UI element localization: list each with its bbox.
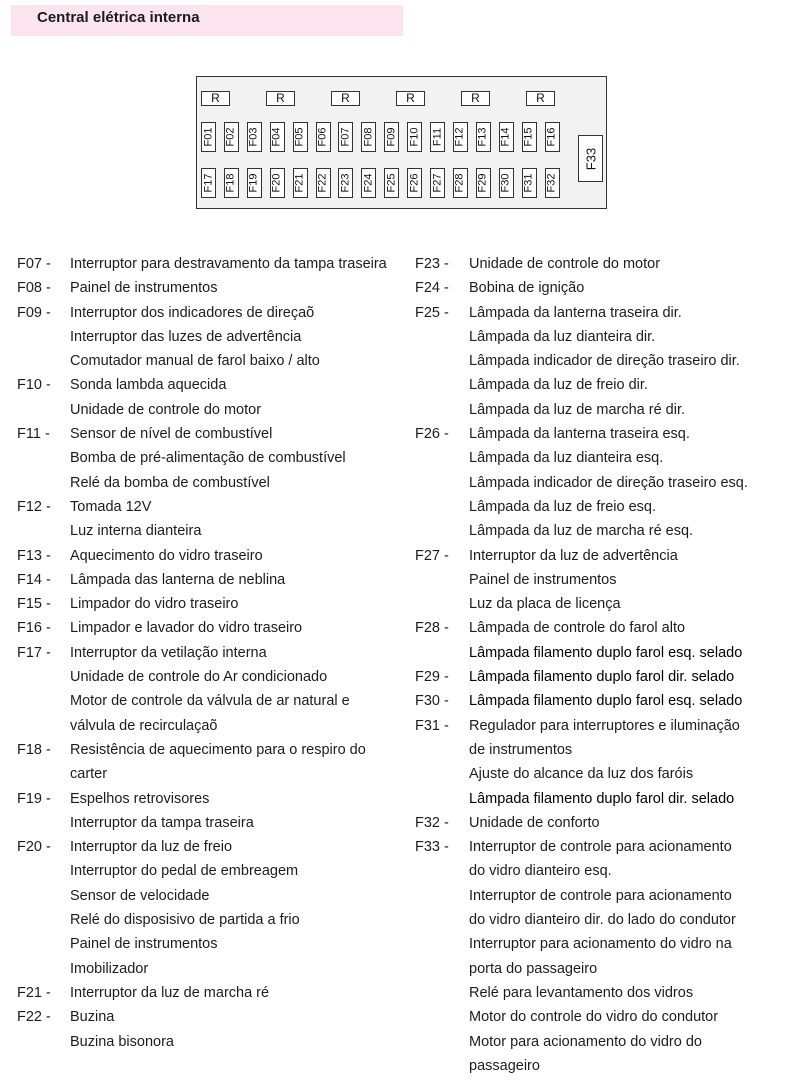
- description-line: Interruptor da luz de freio: [70, 839, 233, 856]
- fuse-code: F26 -: [415, 426, 449, 443]
- fuse-slot: [384, 122, 399, 152]
- fuse-label: F04: [270, 127, 283, 147]
- description-line: Relé para levantamento dos vidros: [469, 984, 694, 1001]
- fuse-label: F25: [385, 173, 398, 193]
- fuse-code: F22 -: [17, 1009, 51, 1026]
- description-line: Bobina de ignição: [469, 280, 585, 297]
- fuse-slot: [293, 168, 308, 198]
- description-line: Sensor de nível de combustível: [70, 426, 273, 443]
- description-line: Motor de controle da válvula de ar natural e válvula de recirculaçaõ: [70, 693, 350, 734]
- description-line: Interruptor das luzes de advertência: [70, 328, 302, 345]
- fuse-description: [70, 276, 390, 300]
- fuse-description: [70, 592, 390, 616]
- description-line: Painel de instrumentos: [70, 936, 218, 953]
- fuse-description: [70, 544, 390, 568]
- fuse-code: F23 -: [415, 256, 449, 272]
- fuse-description: [70, 641, 390, 738]
- fuse-entry: [0, 373, 400, 422]
- fuse-description: [70, 252, 390, 276]
- fuse-label: F18: [224, 173, 237, 193]
- description-line: Interruptor da luz de advertência: [469, 547, 678, 564]
- description-line: Lâmpada filamento duplo farol esq. selado: [469, 644, 743, 661]
- fuse-code: F18 -: [17, 741, 51, 758]
- description-line: Lâmpada da luz de marcha ré dir.: [469, 401, 686, 418]
- relay-slot: R: [331, 91, 360, 106]
- fuse-code: F10 -: [17, 377, 51, 394]
- fuse-code: F24 -: [415, 280, 449, 297]
- fuse-slot: [224, 168, 239, 198]
- fuse-label: F33: [583, 147, 598, 170]
- fuse-slot: [247, 122, 262, 152]
- fuse-label: F17: [202, 173, 214, 193]
- description-line: Bomba de pré-alimentação de combustível: [70, 450, 346, 467]
- description-line: Lâmpada filamento duplo farol dir. selado: [469, 669, 735, 686]
- description-line: Unidade de controle do motor: [469, 256, 661, 272]
- fuse-entry: [0, 252, 400, 276]
- relay-slot: R: [526, 91, 555, 106]
- fuse-slot: [522, 168, 537, 198]
- description-line: Interruptor para acionamento do vidro na: [469, 936, 732, 953]
- fuse-slot: [453, 168, 468, 198]
- fuse-code: F27 -: [415, 547, 449, 564]
- fuse-label: F09: [385, 127, 398, 147]
- description-line: Lâmpada da luz de freio esq.: [469, 498, 657, 515]
- description-line: Unidade de conforto: [469, 814, 600, 831]
- fuse-entry: [0, 544, 400, 568]
- fuse-description: [70, 835, 390, 981]
- fuse-label: F24: [362, 173, 375, 193]
- fuse-entry: [400, 835, 794, 1078]
- fuse-label: F26: [408, 173, 421, 193]
- description-line: Limpador do vidro traseiro: [70, 596, 239, 613]
- fuse-slot: [201, 122, 216, 152]
- description-line: Regulador para interruptores e iluminação: [469, 717, 740, 734]
- fuse-label: F15: [522, 127, 535, 147]
- header-band: [11, 5, 403, 36]
- fuse-slot: [430, 168, 445, 198]
- fuse-slot: [270, 122, 285, 152]
- fuse-label: F29: [476, 173, 489, 193]
- description-line: do vidro dianteiro dir. do lado do condutor: [469, 912, 736, 929]
- fuse-code: F19 -: [17, 790, 51, 807]
- fuse-label: F23: [339, 173, 352, 193]
- description-line: Imobilizador: [70, 960, 149, 977]
- fuse-code: F31 -: [415, 717, 449, 734]
- description-line: passageiro: [469, 1057, 540, 1074]
- relay-slot: R: [201, 91, 230, 106]
- relay-slot: R: [396, 91, 425, 106]
- description-line: Lâmpada filamento duplo farol dir. selado: [469, 790, 735, 807]
- fuse-slot-large: [578, 135, 603, 182]
- description-line: Motor do controle do vidro do condutor: [469, 1009, 719, 1026]
- fuse-code: F14 -: [17, 571, 51, 588]
- fuse-entry: [0, 616, 400, 640]
- fuse-entry: [400, 811, 794, 835]
- fuse-label: F14: [499, 127, 512, 147]
- fuse-description: [469, 422, 791, 543]
- fuse-label: F16: [545, 127, 558, 147]
- fuse-description: [70, 616, 390, 640]
- description-line: Lâmpada da luz de freio dir.: [469, 377, 648, 394]
- fuse-slot: [499, 122, 514, 152]
- fuse-list-left: [0, 252, 400, 1054]
- fuse-label: F11: [431, 127, 443, 147]
- fuse-slot: [499, 168, 514, 198]
- fuse-slot: [522, 122, 537, 152]
- fuse-label: F10: [408, 127, 421, 147]
- fuse-description: [469, 835, 791, 1078]
- description-line: Painel de instrumentos: [70, 280, 218, 297]
- fuse-slot: [247, 168, 262, 198]
- fuse-slot: [384, 168, 399, 198]
- fuse-slot: [270, 168, 285, 198]
- description-line: do vidro dianteiro esq.: [469, 863, 612, 880]
- fuse-slot: [407, 168, 422, 198]
- description-line: Lâmpada indicador de direção traseiro esq.: [469, 474, 748, 491]
- fuse-description: [469, 714, 791, 811]
- description-line: Relé da bomba de combustível: [70, 474, 270, 491]
- fuse-slot: [545, 122, 560, 152]
- fuse-code: F07 -: [17, 256, 51, 272]
- fuse-label: F06: [316, 127, 329, 147]
- fuse-description: [469, 544, 791, 617]
- fuse-code: F17 -: [17, 644, 51, 661]
- description-line: Relé do disposisivo de partida a frio: [70, 912, 300, 929]
- description-line: Painel de instrumentos: [469, 571, 617, 588]
- fuse-entry: [400, 252, 794, 276]
- fuse-entry: [400, 665, 794, 689]
- description-line: Comutador manual de farol baixo / alto: [70, 353, 320, 370]
- fuse-label: F22: [316, 173, 329, 193]
- fuse-entry: [0, 592, 400, 616]
- fuse-code: F08 -: [17, 280, 51, 297]
- description-line: Limpador e lavador do vidro traseiro: [70, 620, 303, 637]
- description-line: Lâmpada da lanterna traseira esq.: [469, 426, 690, 443]
- fuse-slot: [453, 122, 468, 152]
- description-line: Buzina: [70, 1009, 115, 1026]
- description-line: Buzina bisonora: [70, 1033, 174, 1050]
- fuse-label: F05: [293, 127, 306, 147]
- fuse-entry: [0, 568, 400, 592]
- fuse-entry: [0, 981, 400, 1005]
- description-line: Interruptor de controle para acionamento: [469, 839, 732, 856]
- description-line: Ajuste do alcance da luz dos faróis: [469, 766, 694, 783]
- fuse-label: F30: [499, 173, 512, 193]
- fuse-list-right: [400, 252, 794, 1078]
- description-line: Lâmpada da luz dianteira esq.: [469, 450, 664, 467]
- fuse-label: F12: [453, 127, 466, 147]
- description-line: Sensor de velocidade: [70, 887, 210, 904]
- description-line: Interruptor dos indicadores de direçaõ: [70, 304, 315, 321]
- fuse-slot: [293, 122, 308, 152]
- description-line: Lâmpada indicador de direção traseiro dir.: [469, 353, 740, 370]
- fuse-code: F21 -: [17, 984, 51, 1001]
- fuse-slot: [338, 168, 353, 198]
- fuse-slot: [338, 122, 353, 152]
- fuse-code: F20 -: [17, 839, 51, 856]
- fuse-slot: [430, 122, 445, 152]
- fuse-description: [469, 811, 791, 835]
- fuse-slot: [201, 168, 216, 198]
- fuse-entry: [400, 276, 794, 300]
- fuse-description: [70, 301, 390, 374]
- fuse-description: [70, 495, 390, 544]
- relay-slot: R: [461, 91, 490, 106]
- fuse-label: F01: [202, 127, 214, 147]
- fuse-entry: [0, 787, 400, 836]
- fuse-label: F08: [362, 127, 375, 147]
- fuse-label: F31: [522, 173, 535, 193]
- description-line: Sonda lambda aquecida: [70, 377, 227, 394]
- fuse-entry: [0, 641, 400, 738]
- fuse-code: F11 -: [17, 426, 50, 443]
- fuse-label: F21: [293, 173, 306, 193]
- description-line: Interruptor do pedal de embreagem: [70, 863, 299, 880]
- description-line: Lâmpada das lanterna de neblina: [70, 571, 286, 588]
- fuse-label: F13: [476, 127, 489, 147]
- description-line: Resistência de aquecimento para o respiro do carter: [70, 741, 366, 783]
- relay-slot: R: [266, 91, 295, 106]
- fuse-entry: [0, 276, 400, 300]
- fuse-code: F16 -: [17, 620, 51, 637]
- description-line: de instrumentos: [469, 741, 573, 758]
- fuse-code: F12 -: [17, 498, 51, 515]
- description-line: porta do passageiro: [469, 960, 598, 977]
- description-line: Lâmpada da luz dianteira dir.: [469, 328, 656, 345]
- fuse-description: [469, 665, 791, 689]
- fuse-label: F32: [545, 173, 558, 193]
- fuse-slot: [224, 122, 239, 152]
- fuse-entry: [400, 301, 794, 422]
- page-title: Central elétrica interna: [37, 9, 200, 26]
- description-line: Motor para acionamento do vidro do: [469, 1033, 702, 1050]
- fuse-entry: [0, 422, 400, 495]
- fuse-description: [70, 787, 390, 836]
- fuse-entry: [0, 301, 400, 374]
- fuse-label: F19: [247, 173, 260, 193]
- fuse-description: [469, 616, 791, 665]
- fuse-entry: [400, 422, 794, 543]
- fuse-description: [469, 276, 791, 300]
- fuse-entry: [0, 1005, 400, 1054]
- fuse-description: [70, 1005, 390, 1054]
- fuse-label: F03: [247, 127, 260, 147]
- fuse-label: F20: [270, 173, 283, 193]
- description-line: Lâmpada filamento duplo farol esq. selado: [469, 693, 743, 710]
- fuse-code: F13 -: [17, 547, 51, 564]
- fuse-description: [70, 981, 390, 1005]
- fuse-description: [70, 738, 390, 787]
- fuse-slot: [316, 168, 331, 198]
- fuse-code: F28 -: [415, 620, 449, 637]
- fuse-entry: [400, 689, 794, 713]
- fuse-description: [469, 252, 791, 276]
- description-line: Aquecimento do vidro traseiro: [70, 547, 263, 564]
- fuse-box-diagram: [196, 76, 607, 209]
- description-line: Interruptor da tampa traseira: [70, 814, 254, 831]
- fuse-label: F28: [453, 173, 466, 193]
- fuse-description: [70, 373, 390, 422]
- fuse-slot: [476, 122, 491, 152]
- fuse-code: F30 -: [415, 693, 449, 710]
- fuse-entry: [400, 616, 794, 665]
- fuse-code: F25 -: [415, 304, 449, 321]
- description-line: Unidade de controle do motor: [70, 401, 262, 418]
- fuse-label: F07: [339, 127, 352, 147]
- fuse-slot: [545, 168, 560, 198]
- description-line: Tomada 12V: [70, 498, 152, 515]
- fuse-slot: [316, 122, 331, 152]
- description-line: Luz da placa de licença: [469, 596, 621, 613]
- description-line: Lâmpada de controle do farol alto: [469, 620, 686, 637]
- fuse-code: F09 -: [17, 304, 51, 321]
- fuse-slot: [361, 168, 376, 198]
- fuse-description: [469, 301, 791, 422]
- description-line: Lâmpada da luz de marcha ré esq.: [469, 523, 694, 540]
- fuse-entry: [0, 835, 400, 981]
- fuse-slot: [476, 168, 491, 198]
- fuse-label: F27: [431, 173, 443, 193]
- fuse-description: [469, 689, 791, 713]
- fuse-code: F32 -: [415, 814, 449, 831]
- description-line: Luz interna dianteira: [70, 523, 202, 540]
- description-line: Interruptor da vetilação interna: [70, 644, 267, 661]
- fuse-slot: [361, 122, 376, 152]
- fuse-code: F33 -: [415, 839, 449, 856]
- fuse-entry: [0, 495, 400, 544]
- description-line: Lâmpada da lanterna traseira dir.: [469, 304, 682, 321]
- description-line: Unidade de controle do Ar condicionado: [70, 669, 328, 686]
- fuse-entry: [0, 738, 400, 787]
- description-line: Interruptor de controle para acionamento: [469, 887, 732, 904]
- fuse-code: F15 -: [17, 596, 51, 613]
- description-line: Interruptor para destravamento da tampa traseira: [70, 256, 387, 272]
- fuse-slot: [407, 122, 422, 152]
- fuse-label: F02: [224, 127, 237, 147]
- fuse-entry: [400, 714, 794, 811]
- fuse-description: [70, 422, 390, 495]
- fuse-code: F29 -: [415, 669, 449, 686]
- description-line: Interruptor da luz de marcha ré: [70, 984, 270, 1001]
- fuse-entry: [400, 544, 794, 617]
- description-line: Espelhos retrovisores: [70, 790, 210, 807]
- fuse-description: [70, 568, 390, 592]
